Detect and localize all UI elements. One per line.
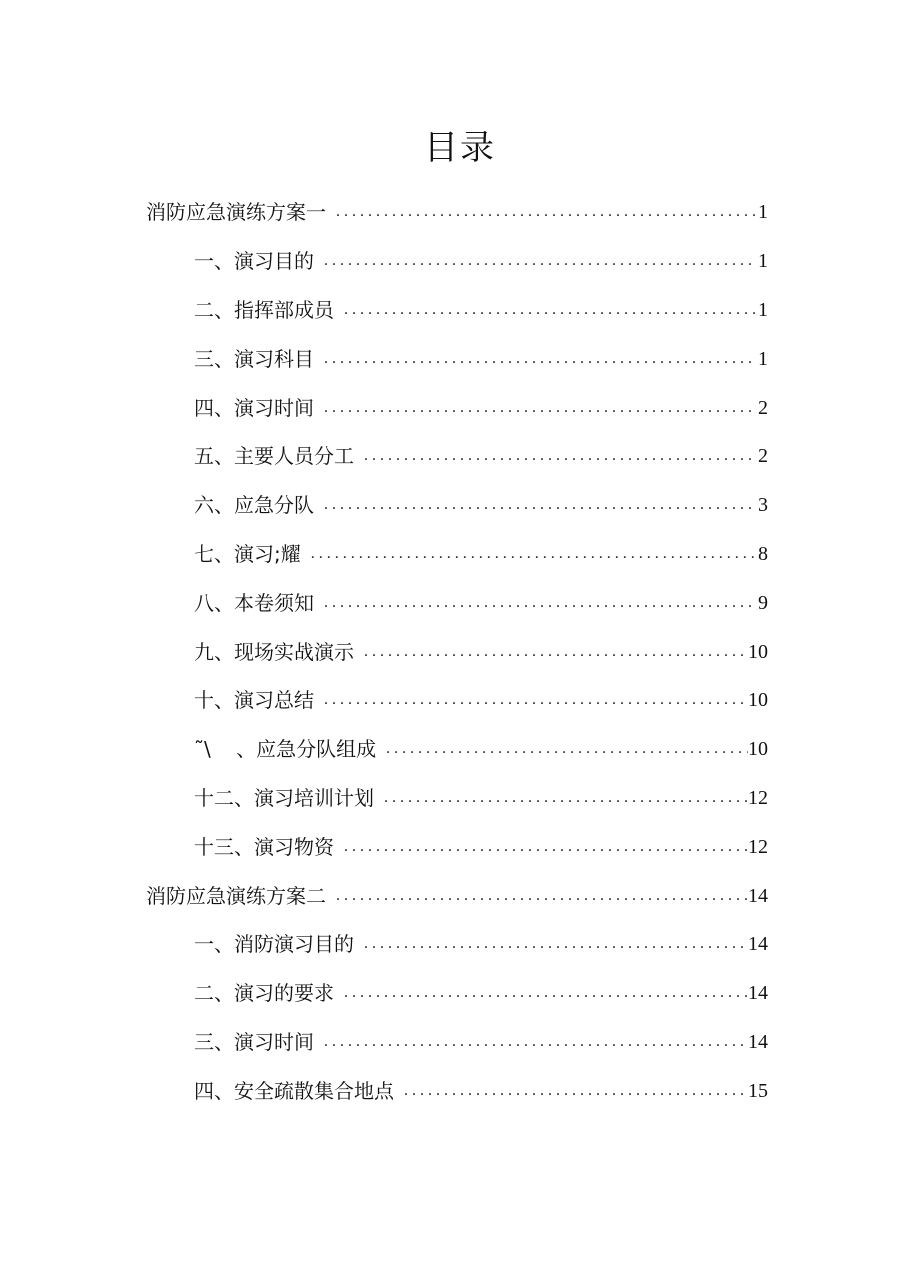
toc-page-number: 14 xyxy=(748,982,768,1005)
toc-entry[interactable] xyxy=(0,188,920,237)
toc-entry-text: 消防应急演练方案一 xyxy=(146,200,326,225)
toc-page-number: 1 xyxy=(758,250,768,273)
toc-entry-text: 一、消防演习目的 xyxy=(194,932,354,957)
toc-page-number: 3 xyxy=(758,494,768,517)
toc-entry[interactable] xyxy=(0,1018,920,1067)
toc-entry[interactable] xyxy=(0,725,920,774)
toc-entry[interactable] xyxy=(0,822,920,871)
toc-title: 目录 xyxy=(424,128,496,168)
toc-entry-text: 五、主要人员分工 xyxy=(194,444,354,469)
toc-entry[interactable] xyxy=(0,530,920,579)
toc-entry-text: 二、指挥部成员 xyxy=(194,297,334,322)
toc-entry-text: 十、演习总结 xyxy=(194,688,314,713)
toc-leader-dots xyxy=(301,540,756,568)
toc-entry-text: 一、演习目的 xyxy=(194,249,314,274)
toc-entry[interactable] xyxy=(0,286,920,335)
toc-leader-dots xyxy=(314,686,748,714)
toc-page-number: 12 xyxy=(748,786,768,809)
toc-entry-text: 九、现场实战演示 xyxy=(194,639,354,664)
toc-entry[interactable] xyxy=(0,334,920,383)
toc-entry[interactable] xyxy=(0,871,920,920)
toc-leader-dots xyxy=(376,735,748,763)
toc-entry-text: 十三、演习物资 xyxy=(194,834,334,859)
toc-page-number: 14 xyxy=(748,884,768,907)
toc-entry-text: 三、演习科目 xyxy=(194,346,314,371)
toc-page-number: 10 xyxy=(748,640,768,663)
toc-entry-text: 六、应急分队 xyxy=(194,493,314,518)
toc-leader-dots xyxy=(314,589,756,617)
toc-leader-dots xyxy=(354,638,748,666)
toc-entry[interactable] xyxy=(0,627,920,676)
toc-leader-dots xyxy=(326,198,756,226)
toc-entry[interactable] xyxy=(0,920,920,969)
toc-entry[interactable] xyxy=(0,481,920,530)
toc-leader-dots xyxy=(314,1028,748,1056)
toc-page-number: 10 xyxy=(748,689,768,712)
toc-entry-text: 七、演习;耀 xyxy=(194,541,301,566)
toc-entry-text: ˜\ 、应急分队组成 xyxy=(194,737,377,762)
toc-entry[interactable] xyxy=(0,578,920,627)
toc-entry-text: 四、演习时间 xyxy=(194,395,314,420)
toc-leader-dots xyxy=(354,442,756,470)
toc-entry-text: 十二、演习培训计划 xyxy=(194,785,374,810)
toc-leader-dots xyxy=(374,784,748,812)
toc-entry-text: 四、安全疏散集合地点 xyxy=(194,1078,394,1103)
toc-entry-text: 八、本卷须知 xyxy=(194,590,314,615)
toc-page-number: 8 xyxy=(758,542,768,565)
toc-leader-dots xyxy=(394,1077,748,1105)
toc-entry[interactable] xyxy=(0,432,920,481)
toc-leader-dots xyxy=(354,930,748,958)
toc-page-number: 10 xyxy=(748,738,768,761)
toc-entry[interactable] xyxy=(0,1066,920,1115)
toc-page-number: 2 xyxy=(758,445,768,468)
toc-page-number: 14 xyxy=(748,1030,768,1053)
toc-entry[interactable] xyxy=(0,774,920,823)
toc-page-number: 1 xyxy=(758,298,768,321)
toc-leader-dots xyxy=(326,882,748,910)
toc-leader-dots xyxy=(314,345,756,373)
toc-leader-dots xyxy=(314,394,756,422)
toc-page-number: 9 xyxy=(758,591,768,614)
toc-page-number: 15 xyxy=(748,1079,768,1102)
toc-entry[interactable] xyxy=(0,383,920,432)
toc-leader-dots xyxy=(334,833,748,861)
toc-page-number: 14 xyxy=(748,933,768,956)
toc-page-number: 1 xyxy=(758,201,768,224)
toc-entry[interactable] xyxy=(0,969,920,1018)
toc-leader-dots xyxy=(334,979,748,1007)
toc-entry[interactable] xyxy=(0,676,920,725)
toc-leader-dots xyxy=(314,247,756,275)
toc-entry-text: 三、演习时间 xyxy=(194,1029,314,1054)
toc-entry-text: 二、演习的要求 xyxy=(194,981,334,1006)
toc-leader-dots xyxy=(334,296,756,324)
toc-page-number: 2 xyxy=(758,396,768,419)
toc-entry[interactable] xyxy=(0,237,920,286)
toc-entry-text: 消防应急演练方案二 xyxy=(146,883,326,908)
toc-page-number: 12 xyxy=(748,835,768,858)
toc-list xyxy=(0,188,920,1115)
toc-page-number: 1 xyxy=(758,347,768,370)
toc-leader-dots xyxy=(314,491,756,519)
